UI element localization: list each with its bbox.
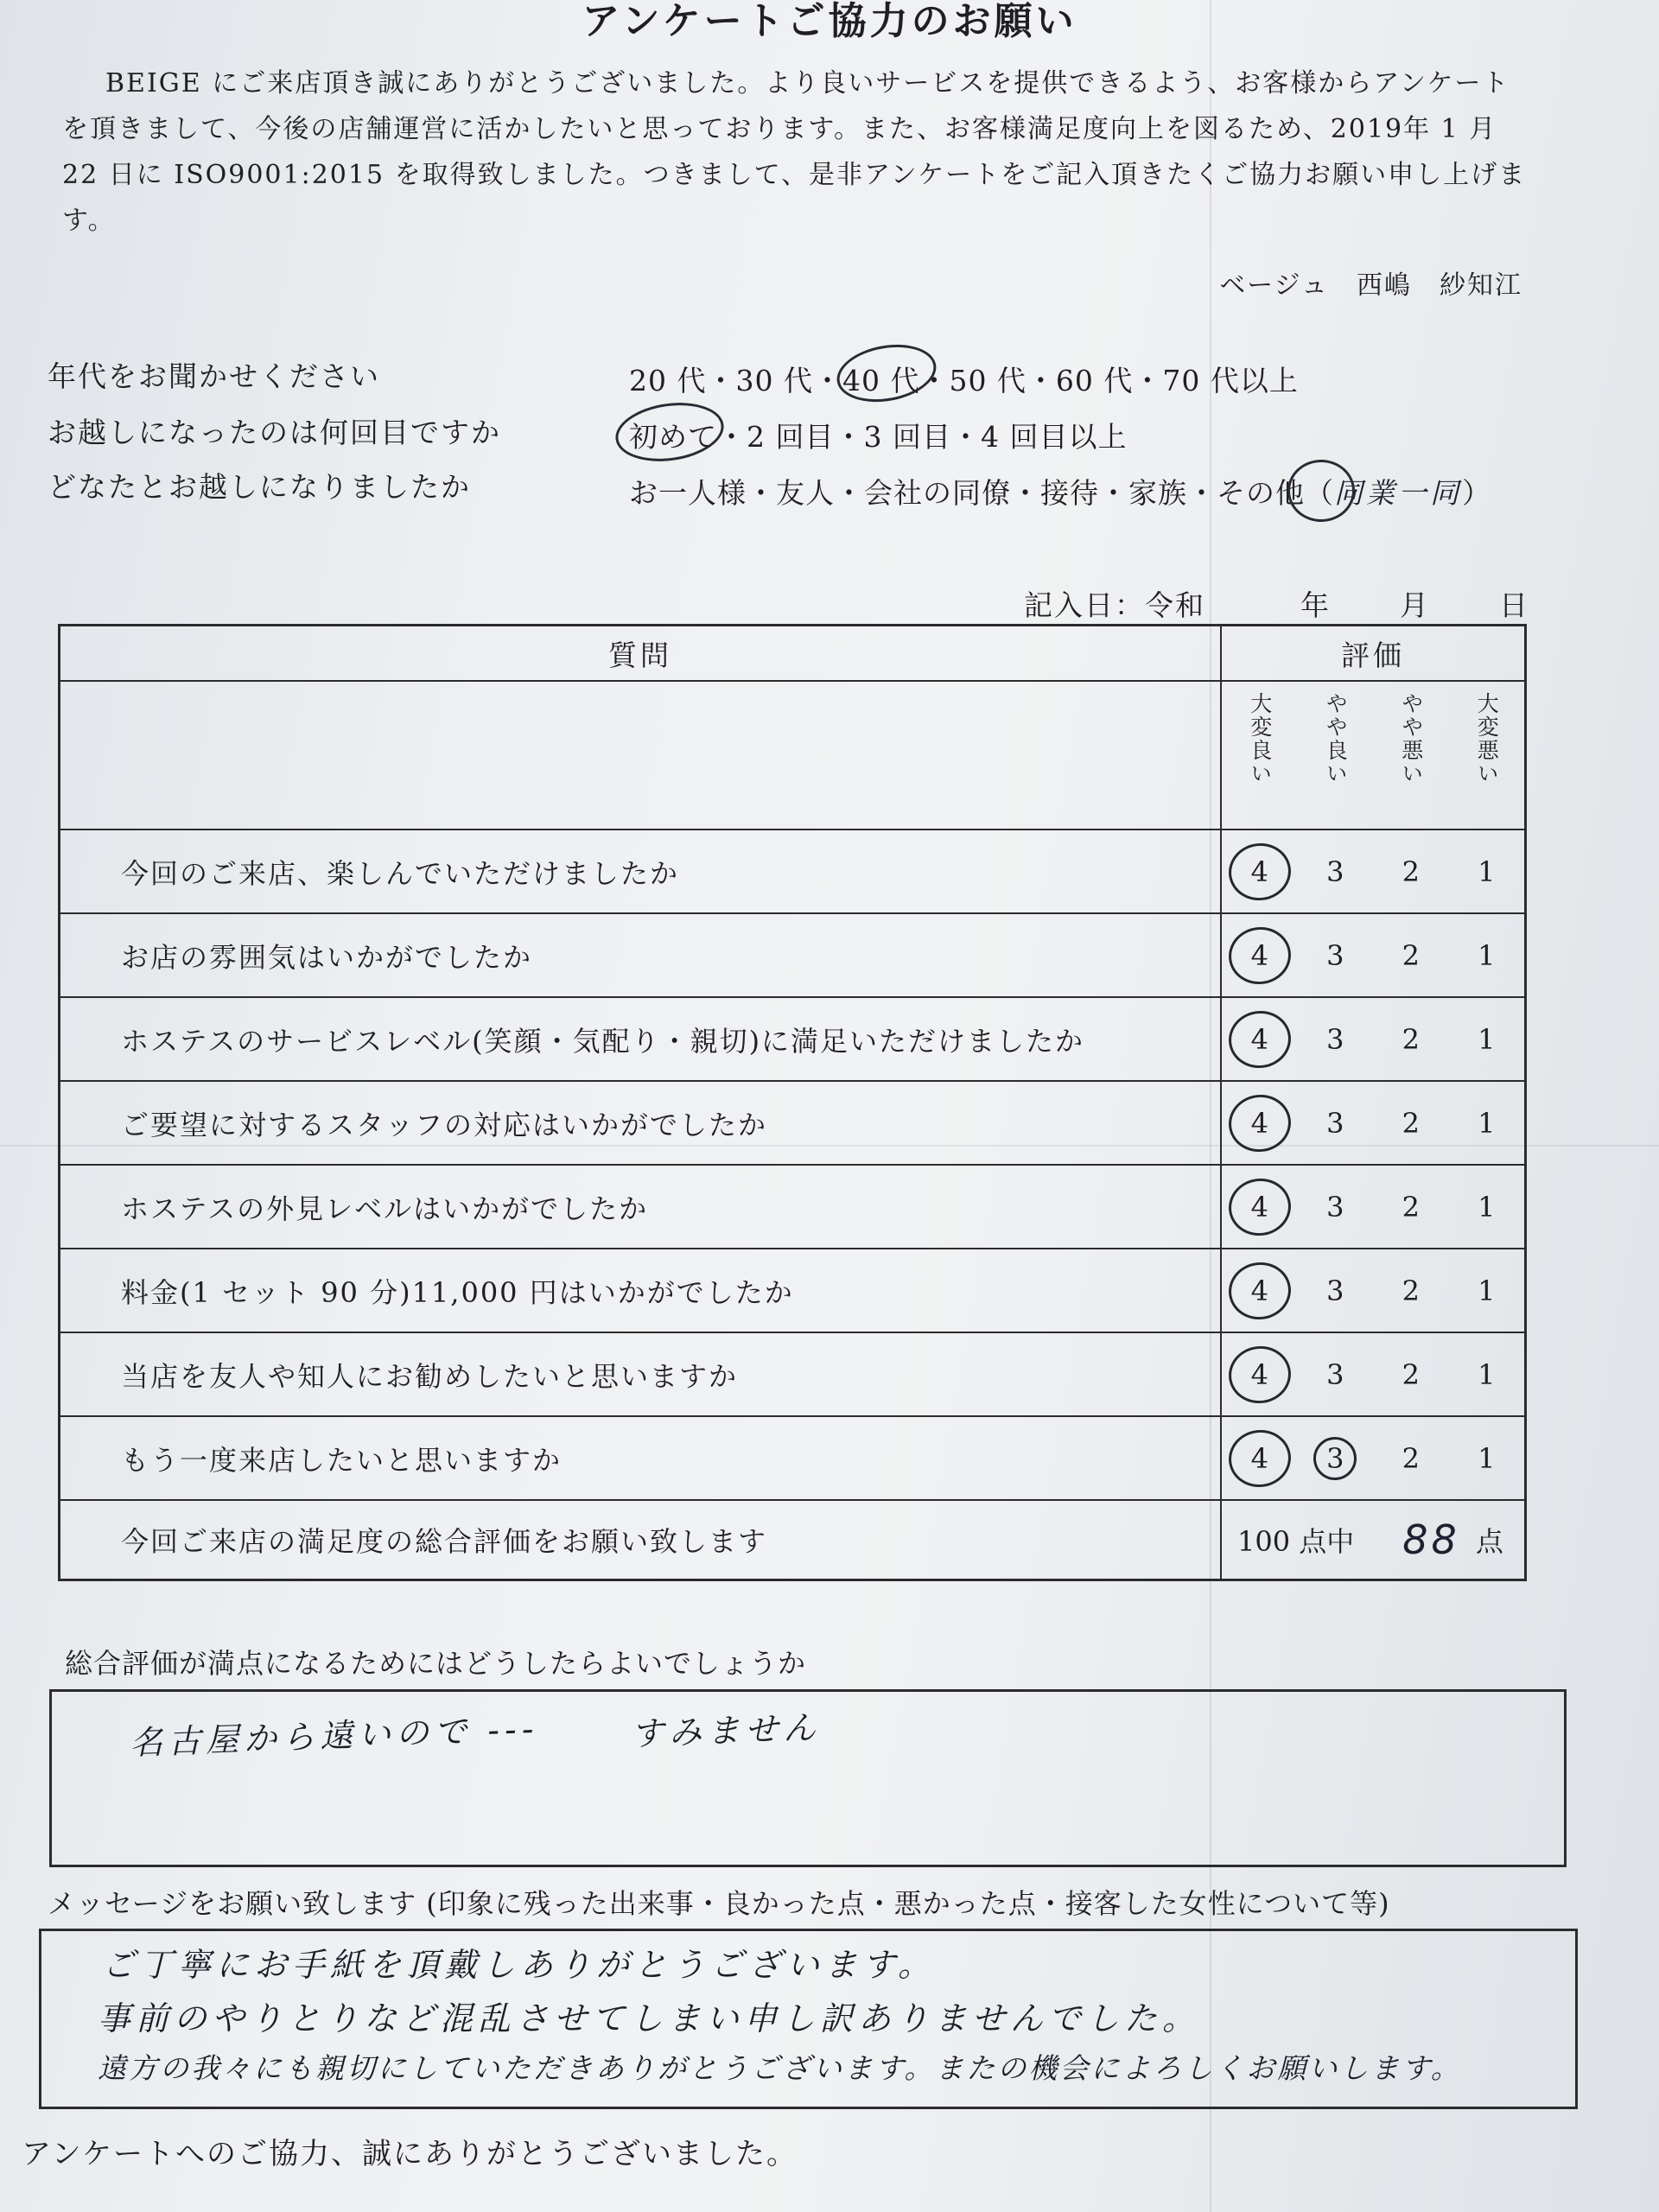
rating-option-4[interactable]: 4 <box>1230 939 1290 972</box>
companion-options-text: お一人様・友人・会社の同僚・接待・家族・その他（ <box>629 476 1334 510</box>
date-month: 月 <box>1400 588 1430 622</box>
message-line-3: 遠方の我々にも親切にしていただきありがとうございます。またの機会によろしくお願いします。 <box>98 2051 1462 2085</box>
improve-answer-a: 名古屋から遠いので --- <box>129 1709 539 1763</box>
question-text: ホステスの外見レベルはいかがでしたか <box>60 1165 1222 1249</box>
companion-handwritten: 同業一同 <box>1334 476 1462 510</box>
selected-rating-circle <box>1225 839 1294 904</box>
rating-label-bad: やや悪い <box>1398 692 1424 785</box>
rating-label-row <box>60 681 1526 830</box>
rating-option-1[interactable]: 1 <box>1478 855 1496 888</box>
selected-rating-circle <box>1225 1258 1294 1323</box>
question-text: もう一度来店したいと思いますか <box>60 1416 1222 1500</box>
companion-close: ） <box>1462 476 1491 510</box>
rating-option-2[interactable]: 2 <box>1402 938 1420 972</box>
companion-question: どなたとお越しになりましたか <box>48 470 471 504</box>
rating-options <box>1221 1416 1526 1500</box>
rating-option-4[interactable]: 4 <box>1230 1274 1290 1307</box>
rating-option-1[interactable]: 1 <box>1478 938 1496 972</box>
rating-option-3[interactable]: 3 <box>1326 1106 1344 1140</box>
rating-option-3[interactable]: 3 <box>1305 1442 1365 1475</box>
rating-option-3[interactable]: 3 <box>1326 1190 1344 1224</box>
message-label: メッセージをお願い致します (印象に残った出来事・良かった点・悪かった点・接客した女性について等) <box>48 1887 1390 1920</box>
total-prefix: 100 点中 <box>1237 1525 1355 1558</box>
rating-option-2[interactable]: 2 <box>1402 1106 1420 1140</box>
age-question: 年代をお聞かせください <box>48 359 380 393</box>
rating-option-1[interactable]: 1 <box>1478 1106 1496 1140</box>
rating-options <box>1221 830 1526 913</box>
total-score-cell <box>1221 1500 1526 1580</box>
table-header-row <box>60 626 1526 682</box>
improve-label: 総合評価が満点になるためにはどうしたらよいでしょうか <box>65 1647 807 1680</box>
selected-rating-circle <box>1225 1090 1294 1155</box>
rating-option-1[interactable]: 1 <box>1478 1190 1496 1224</box>
rating-options <box>1221 1332 1526 1416</box>
question-text: ご要望に対するスタッフの対応はいかがでしたか <box>60 1081 1222 1165</box>
rating-option-4[interactable]: 4 <box>1230 855 1290 888</box>
rating-option-3[interactable]: 3 <box>1326 855 1344 888</box>
table-row <box>60 1416 1526 1500</box>
question-text: お店の雰囲気はいかがでしたか <box>60 913 1222 997</box>
total-score-value: 88 <box>1402 1516 1460 1563</box>
header-rating: 評価 <box>1221 626 1526 682</box>
rating-option-3[interactable]: 3 <box>1326 1274 1344 1307</box>
rating-option-3[interactable]: 3 <box>1326 1357 1344 1391</box>
total-question: 今回ご来店の満足度の総合評価をお願い致します <box>60 1500 1222 1580</box>
total-suffix: 点 <box>1475 1525 1503 1558</box>
rating-option-2[interactable]: 2 <box>1402 1441 1420 1475</box>
header-question: 質問 <box>60 626 1222 682</box>
rating-option-3[interactable]: 3 <box>1326 1022 1344 1056</box>
rating-option-1[interactable]: 1 <box>1478 1357 1496 1391</box>
visit-count-question: お越しになったのは何回目ですか <box>48 416 501 449</box>
age-options: 20 代・30 代・40 代・50 代・60 代・70 代以上 <box>629 364 1299 397</box>
rating-option-4[interactable]: 4 <box>1230 1358 1290 1391</box>
rating-option-4[interactable]: 4 <box>1230 1107 1290 1140</box>
selected-rating-circle <box>1225 1342 1294 1407</box>
total-row <box>60 1500 1526 1580</box>
rating-option-1[interactable]: 1 <box>1478 1441 1496 1475</box>
date-year: 年 <box>1300 588 1331 622</box>
table-row <box>60 1332 1526 1416</box>
table-row <box>60 830 1526 913</box>
selected-rating-circle <box>1311 1433 1359 1482</box>
rating-option-2[interactable]: 2 <box>1402 1190 1420 1224</box>
rating-label-very-good: 大変良い <box>1247 692 1273 785</box>
rating-option-3[interactable]: 3 <box>1326 938 1344 972</box>
rating-option-2[interactable]: 2 <box>1402 1022 1420 1056</box>
rating-option-4[interactable]: 4 <box>1230 1023 1290 1056</box>
table-row <box>60 1249 1526 1332</box>
rating-option-1[interactable]: 1 <box>1478 1274 1496 1307</box>
date-day: 日 <box>1499 588 1529 622</box>
visit-count-options: 初めて・2 回目・3 回目・4 回目以上 <box>629 420 1128 454</box>
message-line-2: 事前のやりとりなど混乱させてしまい申し訳ありませんでした。 <box>98 1999 1201 2037</box>
survey-table <box>58 624 1527 1581</box>
rating-labels-cell <box>1221 681 1526 830</box>
table-row <box>60 1081 1526 1165</box>
rating-options <box>1221 997 1526 1081</box>
selected-rating-circle <box>1225 1174 1294 1239</box>
question-text: 今回のご来店、楽しんでいただけましたか <box>60 830 1222 913</box>
label-row-empty-cell <box>60 681 1222 830</box>
intro-paragraph: BEIGE にご来店頂き誠にありがとうございました。より良いサービスを提供できるよう、お客様からアンケートを頂きまして、今後の店舗運営に活かしたいと思っております。また、お客様満足度向上を図るため、2019年 1 月 22 日に ISO9001:2015 を取得致しました。つきまして、是非アンケートをご記入頂きたくご協力お願い申し上げます。 <box>62 68 1527 236</box>
rating-option-2[interactable]: 2 <box>1402 855 1420 888</box>
rating-option-2[interactable]: 2 <box>1402 1357 1420 1391</box>
entry-date <box>1024 583 1529 624</box>
improve-answer-box <box>49 1689 1567 1867</box>
companion-options <box>629 471 1491 512</box>
improve-answer-b: すみません <box>630 1708 822 1753</box>
rating-label-good: やや良い <box>1323 692 1349 785</box>
message-line-1: ご丁寧にお手紙を頂戴しありがとうございます。 <box>102 1946 936 1984</box>
table-row <box>60 913 1526 997</box>
rating-options <box>1221 913 1526 997</box>
date-label: 記入日：令和 <box>1024 588 1205 622</box>
message-answer-box <box>39 1929 1578 2109</box>
table-row <box>60 1165 1526 1249</box>
selected-rating-circle <box>1225 1007 1294 1071</box>
question-text: ホステスのサービスレベル(笑顔・気配り・親切)に満足いただけましたか <box>60 997 1222 1081</box>
rating-option-4[interactable]: 4 <box>1230 1442 1290 1475</box>
page-title: アンケートご協力のお願い <box>582 0 1077 43</box>
rating-options <box>1221 1081 1526 1165</box>
footer-thanks: アンケートへのご協力、誠にありがとうございました。 <box>22 2137 798 2171</box>
selected-rating-circle <box>1225 923 1294 988</box>
rating-options <box>1221 1249 1526 1332</box>
rating-option-2[interactable]: 2 <box>1402 1274 1420 1307</box>
rating-label-very-bad: 大変悪い <box>1474 692 1500 785</box>
rating-option-1[interactable]: 1 <box>1478 1022 1496 1056</box>
rating-option-4[interactable]: 4 <box>1230 1191 1290 1224</box>
selected-rating-circle <box>1225 1426 1294 1491</box>
question-text: 料金(1 セット 90 分)11,000 円はいかがでしたか <box>60 1249 1222 1332</box>
signature: ベージュ 西嶋 紗知江 <box>1219 270 1522 301</box>
question-text: 当店を友人や知人にお勧めしたいと思いますか <box>60 1332 1222 1416</box>
rating-options <box>1221 1165 1526 1249</box>
table-row <box>60 997 1526 1081</box>
